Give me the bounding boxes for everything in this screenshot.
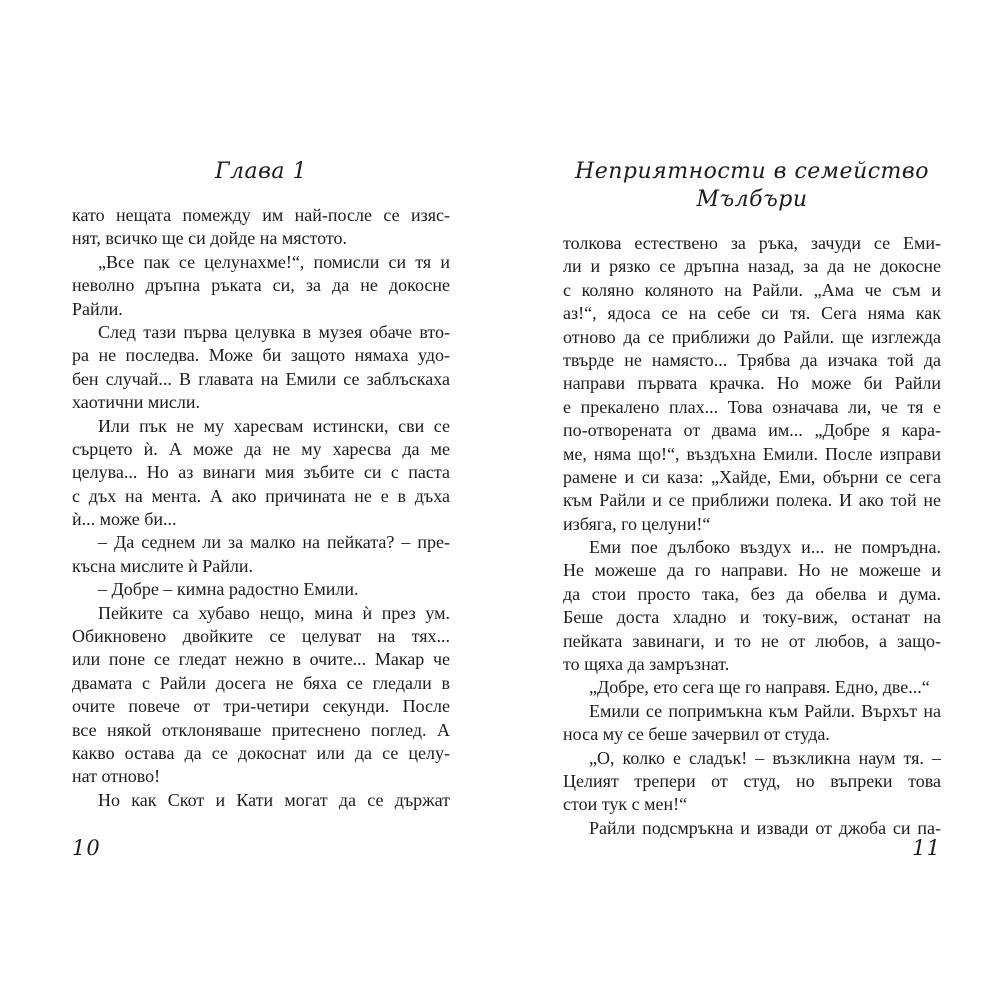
text-line: ѝ... може би... bbox=[72, 509, 177, 530]
text-line: Райли. bbox=[72, 298, 123, 319]
text-line: очите повече от три-четири секунди. После bbox=[72, 696, 450, 717]
text-line: Райли подсмръкна и извади от джоба си па- bbox=[589, 817, 941, 838]
text-line: към Райли и се приближи полека. И ако той не bbox=[563, 490, 941, 511]
text-line: Еми пое дълбоко въздух и... не помръдна. bbox=[589, 537, 941, 558]
text-line: или поне се гледат нежно в очите... Макар че bbox=[72, 649, 450, 670]
text-line: двамата с Райли досега не бяха се гледали в bbox=[72, 672, 450, 693]
text-line: да стои просто така, без да обелва и дума. bbox=[563, 583, 941, 604]
running-header: Неприятности в семейство Мълбъри bbox=[575, 159, 929, 212]
text-line: бен случай... В главата на Емили се заблъскаха bbox=[72, 368, 450, 389]
text-line: ра не последва. Може би защото нямаха удо- bbox=[72, 345, 450, 366]
text-line: е прекалено плах... Това означава ли, че тя е bbox=[563, 396, 941, 417]
text-line: Целият трепери от студ, но въпреки това bbox=[563, 770, 941, 791]
text-line: Обикновено двойките се целуват на тях... bbox=[72, 626, 450, 647]
text-line: твърде не намясто... Трябва да изчака той да bbox=[563, 349, 941, 370]
text-line: нат отново! bbox=[72, 766, 161, 787]
page-right-text bbox=[563, 232, 941, 840]
text-line: „О, колко е сладък! – възкликна наум тя. – bbox=[589, 747, 941, 768]
text-line: то щяха да замръзнат. bbox=[563, 654, 730, 675]
text-line: носа му се беше зачервил от студа. bbox=[563, 724, 830, 745]
text-line: пейката завинаги, и то не от любов, а защо- bbox=[563, 630, 941, 651]
text-line: като нещата помежду им най-после се изяс- bbox=[72, 205, 450, 225]
text-line: Пейките са хубаво нещо, мина ѝ през ум. bbox=[98, 602, 450, 623]
text-line: Но как Скот и Кати могат да се държат bbox=[98, 789, 450, 810]
page-number-left: 10 bbox=[72, 836, 101, 860]
text-line: Емили се попримъкна към Райли. Върхът на bbox=[589, 700, 941, 721]
text-line: сърцето ѝ. А може да не му харесва да ме bbox=[72, 438, 450, 459]
page-number-right: 11 bbox=[912, 836, 941, 860]
text-line: направи първата крачка. Но може би Райли bbox=[563, 373, 941, 394]
text-line: Или пък не му харесвам истински, сви се bbox=[98, 415, 450, 436]
text-line: – Да седнем ли за малко на пейката? – пре- bbox=[98, 532, 450, 553]
page-left-text bbox=[72, 204, 450, 812]
text-line: хаотични мисли. bbox=[72, 392, 200, 413]
text-line: какво остава да се докоснат или да се целу- bbox=[72, 742, 450, 763]
text-line: с коляно коляното на Райли. „Ама че съм и bbox=[563, 279, 941, 300]
text-line: Беше доста хладно и току-виж, останат на bbox=[563, 607, 941, 628]
text-line: неволно дръпна ръката си, за да не докосне bbox=[72, 275, 450, 296]
text-line: ме, няма що!“, въздъхна Емили. После изправи bbox=[563, 443, 941, 464]
text-line: След тази първа целувка в музея обаче вто- bbox=[98, 321, 450, 342]
text-line: аз!“, ядоса се на себе си тя. Сега няма как bbox=[563, 303, 941, 324]
text-line: Не можеше да го направи. Но не можеше и bbox=[563, 560, 941, 581]
chapter-title: Глава 1 bbox=[214, 159, 308, 184]
page-left bbox=[72, 158, 450, 860]
page-right bbox=[563, 158, 941, 860]
text-line: „Добре, ето сега ще го направя. Едно, две...“ bbox=[589, 677, 930, 698]
text-line: рамене и си каза: „Хайде, Еми, обърни се сега bbox=[563, 466, 941, 487]
text-line: нят, всичко ще си дойде на мястото. bbox=[72, 228, 348, 249]
text-line: толкова естествено за ръка, зачуди се Еми- bbox=[563, 233, 941, 253]
text-line: – Добре – кимна радостно Емили. bbox=[98, 579, 359, 600]
text-line: отново да се приближи до Райли. ще изглежда bbox=[563, 326, 941, 347]
text-line: стои тук с мен!“ bbox=[563, 794, 688, 815]
text-line: ли и рязко се дръпна назад, за да не докосне bbox=[563, 256, 941, 277]
text-line: все някой отклоняваше притеснено поглед. А bbox=[72, 719, 450, 740]
text-line: целува... Но аз винаги мия зъбите си с паста bbox=[72, 462, 450, 483]
text-line: „Все пак се целунахме!“, помисли си тя и bbox=[98, 251, 450, 272]
text-line: избяга, го целуни!“ bbox=[563, 513, 711, 534]
text-line: късна мислите ѝ Райли. bbox=[72, 555, 254, 576]
text-line: с дъх на мента. А ако причината не е в дъха bbox=[72, 485, 450, 506]
text-line: по-отворената от двама им... „Добре я кара- bbox=[563, 420, 941, 441]
